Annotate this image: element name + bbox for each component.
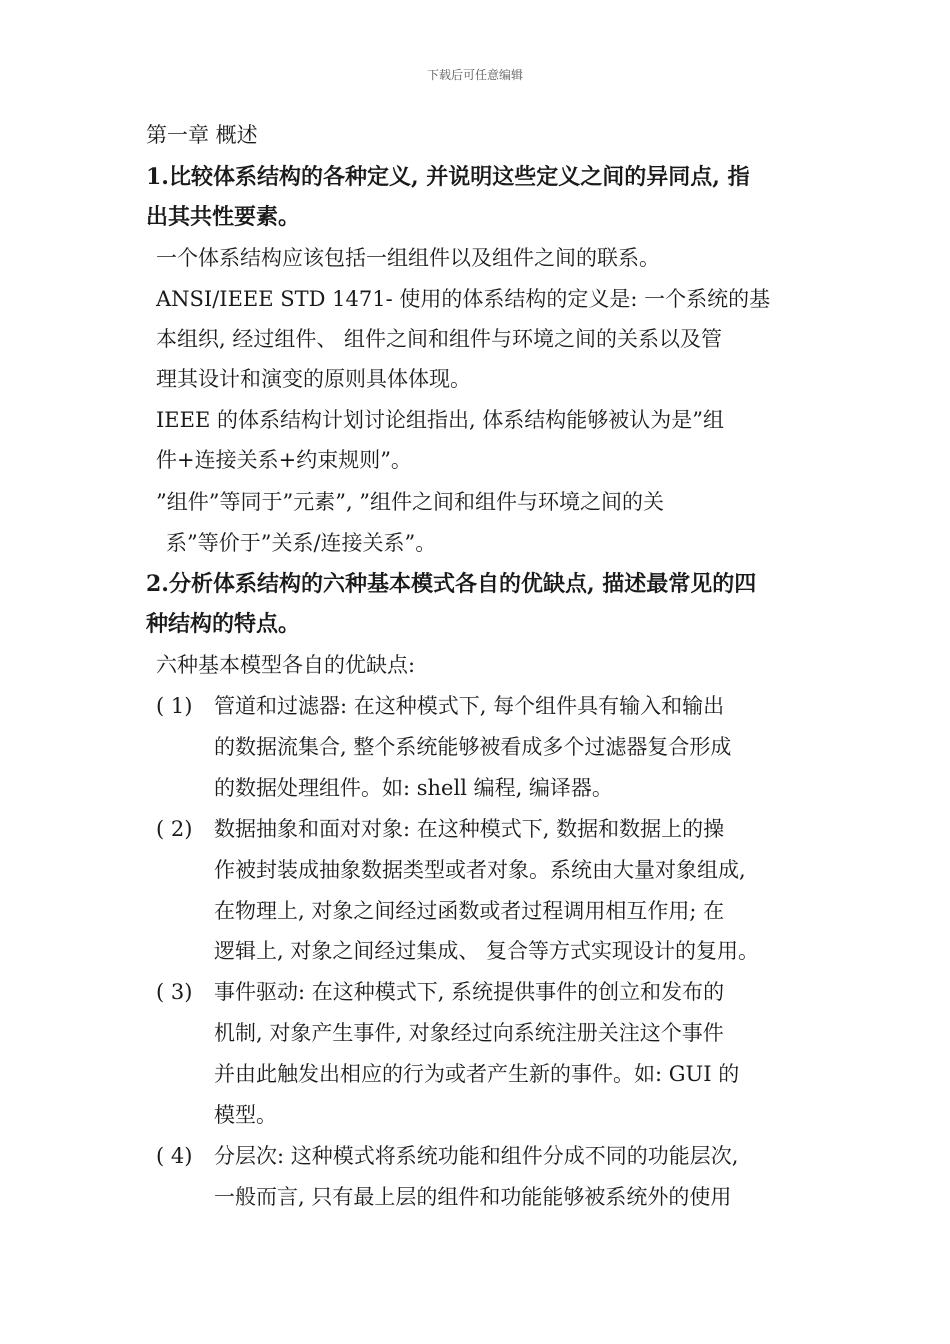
q2-intro: 六种基本模型各自的优缺点: — [156, 653, 416, 677]
list-item-3-line-2: 机制, 对象产生事件, 对象经过向系统注册关注这个事件 — [214, 1021, 724, 1045]
question-1-title-line-1: 1.比较体系结构的各种定义, 并说明这些定义之间的异同点, 指 — [146, 164, 750, 190]
list-item-1-line-3: 的数据处理组件。如: shell 编程, 编译器。 — [214, 776, 613, 800]
q1-paragraph-4-line-2: 系”等价于”关系/连接关系”。 — [166, 531, 437, 555]
list-item-number: ( 1) — [156, 694, 193, 718]
list-item-number: ( 4) — [156, 1144, 193, 1168]
question-1-title-line-2: 出其共性要素。 — [146, 204, 301, 230]
question-2-title-line-2: 种结构的特点。 — [146, 611, 301, 637]
q1-paragraph-3-line-2: 件+连接关系+约束规则”。 — [156, 448, 412, 472]
list-item-2-line-1: 数据抽象和面对对象: 在这种模式下, 数据和数据上的操 — [214, 817, 725, 841]
chapter-title: 第一章 概述 — [146, 123, 258, 147]
list-item-4-line-2: 一般而言, 只有最上层的组件和功能能够被系统外的使用 — [214, 1185, 732, 1209]
list-item-1-line-2: 的数据流集合, 整个系统能够被看成多个过滤器复合形成 — [214, 735, 732, 759]
list-item-3-line-4: 模型。 — [214, 1103, 277, 1127]
q1-paragraph-2-line-3: 理其设计和演变的原则具体体现。 — [156, 367, 471, 391]
list-item-number: ( 3) — [156, 980, 193, 1004]
q1-paragraph-2-line-1: ANSI/IEEE STD 1471- 使用的体系结构的定义是: 一个系统的基 — [156, 287, 771, 311]
list-item-4-line-1: 分层次: 这种模式将系统功能和组件分成不同的功能层次, — [214, 1144, 739, 1168]
q1-paragraph-3-line-1: IEEE 的体系结构计划讨论组指出, 体系结构能够被认为是”组 — [156, 408, 725, 432]
list-item-2-line-2: 作被封装成抽象数据类型或者对象。系统由大量对象组成, — [214, 858, 746, 882]
list-item-3-line-3: 并由此触发出相应的行为或者产生新的事件。如: GUI 的 — [214, 1062, 740, 1086]
list-item-2-line-3: 在物理上, 对象之间经过函数或者过程调用相互作用; 在 — [214, 899, 725, 923]
q1-paragraph-2-line-2: 本组织, 经过组件、 组件之间和组件与环境之间的关系以及管 — [156, 327, 723, 351]
page-header: 下载后可任意编辑 — [426, 68, 523, 82]
list-item-1-line-1: 管道和过滤器: 在这种模式下, 每个组件具有输入和输出 — [214, 694, 725, 718]
q1-paragraph-1: 一个体系结构应该包括一组组件以及组件之间的联系。 — [156, 246, 660, 270]
question-2-title-line-1: 2.分析体系结构的六种基本模式各自的优缺点, 描述最常见的四 — [146, 571, 757, 597]
list-item-number: ( 2) — [156, 817, 193, 841]
list-item-3-line-1: 事件驱动: 在这种模式下, 系统提供事件的创立和发布的 — [214, 980, 725, 1004]
list-item-2-line-4: 逻辑上, 对象之间经过集成、 复合等方式实现设计的复用。 — [214, 939, 760, 963]
q1-paragraph-4-line-1: ”组件”等同于”元素”, ”组件之间和组件与环境之间的关 — [156, 490, 665, 514]
